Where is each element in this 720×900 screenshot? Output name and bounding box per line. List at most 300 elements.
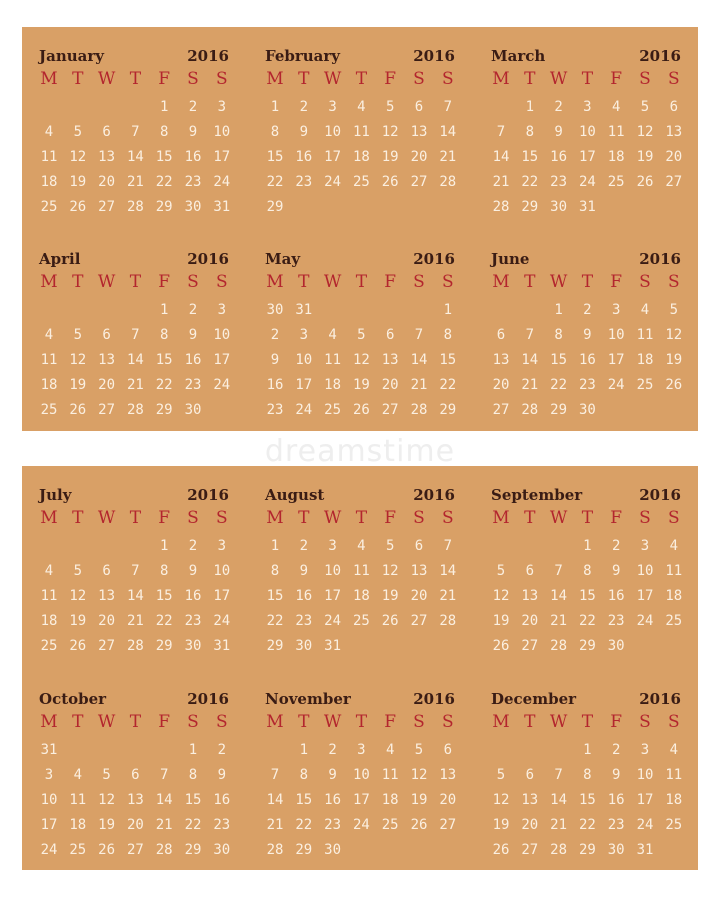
weekday-label: S [639,712,651,732]
month-year: 2016 [187,690,229,708]
month-year: 2016 [413,47,455,65]
day-number: 9 [270,352,280,368]
day-number: 3 [328,99,337,115]
day-number: 13 [98,588,116,604]
day-number: 17 [636,588,654,604]
weekday-label: S [667,69,680,89]
day-number: 10 [213,563,231,579]
weekday-label: F [610,272,623,292]
day-number: 9 [554,124,563,140]
day-number: 18 [69,817,87,833]
day-number: 5 [669,302,679,318]
day-number: 17 [40,817,58,833]
weekday-label: S [215,272,228,292]
day-number: 21 [550,817,568,833]
day-number: 20 [126,817,144,833]
day-number: 7 [554,767,563,783]
day-number: 3 [217,302,227,318]
day-number: 22 [266,174,284,190]
day-number: 27 [521,638,539,654]
day-number: 23 [213,817,231,833]
day-number: 20 [410,588,428,604]
weekday-label: T [298,712,310,732]
weekday-label: F [384,69,397,89]
day-number: 25 [69,842,87,858]
day-number: 22 [521,174,539,190]
day-number: 14 [439,124,457,140]
day-number: 4 [640,302,650,318]
day-number: 25 [352,174,370,190]
day-number: 3 [217,99,227,115]
day-number: 23 [266,402,284,418]
day-number: 13 [439,767,457,783]
day-number: 7 [525,327,535,343]
day-number: 12 [492,588,510,604]
day-number: 16 [578,352,596,368]
day-number: 17 [352,792,370,808]
month-header [39,250,229,272]
month-name: March [491,47,546,65]
day-number: 25 [636,377,654,393]
day-number: 30 [184,199,202,215]
day-number: 15 [266,149,284,165]
day-number: 11 [607,124,625,140]
weekday-label: M [40,69,58,89]
day-number: 16 [266,377,284,393]
day-number: 10 [636,563,654,579]
day-number: 12 [69,149,87,165]
day-number: 16 [295,588,313,604]
weekday-label: S [441,508,454,528]
day-number: 22 [295,817,313,833]
day-number: 23 [184,613,202,629]
day-number: 11 [352,563,370,579]
day-number: 28 [126,199,144,215]
day-number: 11 [636,327,654,343]
day-number: 13 [126,792,144,808]
day-number: 23 [607,817,625,833]
day-number: 19 [69,377,87,393]
weekday-label: W [549,712,568,732]
day-number: 21 [126,613,144,629]
weekday-label: S [413,508,425,528]
weekday-label: M [492,712,510,732]
day-number: 31 [295,302,313,318]
day-number: 4 [44,563,54,579]
day-number: 2 [188,538,198,554]
month-block-september [491,486,681,676]
month-header [491,690,681,712]
day-number: 8 [299,767,309,783]
day-number: 3 [44,767,54,783]
day-number: 9 [188,124,198,140]
day-number: 4 [44,327,54,343]
month-block-august [265,486,455,676]
day-number: 8 [159,327,169,343]
weekday-label: W [97,272,116,292]
day-number: 5 [385,99,395,115]
month-name: January [39,47,104,65]
day-number: 12 [381,124,399,140]
day-number: 4 [73,767,83,783]
day-number: 22 [439,377,457,393]
weekday-label: M [266,272,284,292]
day-number: 20 [521,613,539,629]
day-number: 26 [98,842,116,858]
month-year: 2016 [639,47,681,65]
day-number: 11 [324,352,342,368]
day-number: 12 [69,588,87,604]
day-number: 17 [324,588,342,604]
day-number: 28 [439,613,457,629]
weekday-label: M [492,69,510,89]
month-name: August [265,486,325,504]
weekday-label: T [72,272,84,292]
day-number: 30 [295,638,313,654]
day-number: 19 [352,377,370,393]
day-number: 4 [357,538,366,554]
weekday-label: W [549,508,568,528]
day-number: 25 [607,174,625,190]
weekday-label: T [524,712,536,732]
day-number: 6 [102,563,111,579]
day-number: 26 [636,174,654,190]
day-number: 14 [521,352,539,368]
day-number: 11 [69,792,87,808]
day-number: 13 [521,588,539,604]
day-number: 21 [521,377,539,393]
day-number: 15 [295,792,313,808]
day-number: 28 [550,638,568,654]
day-number: 13 [98,352,116,368]
day-number: 20 [98,174,116,190]
day-number: 14 [266,792,284,808]
day-number: 4 [669,742,679,758]
day-number: 17 [213,352,231,368]
day-number: 3 [583,99,592,115]
day-number: 13 [410,563,428,579]
day-number: 15 [578,588,596,604]
weekday-label: T [298,508,310,528]
weekday-label: T [355,508,368,528]
day-number: 21 [410,377,428,393]
day-number: 22 [184,817,202,833]
day-number: 23 [607,613,625,629]
day-number: 24 [578,174,596,190]
day-number: 19 [492,613,510,629]
day-number: 15 [266,588,284,604]
day-number: 11 [40,352,58,368]
day-number: 9 [188,327,198,343]
day-number: 7 [554,563,563,579]
month-name: December [491,690,577,708]
day-number: 14 [492,149,510,165]
day-number: 15 [155,588,173,604]
weekday-label: S [667,508,680,528]
day-number: 25 [40,638,58,654]
day-number: 9 [328,767,337,783]
day-number: 23 [324,817,342,833]
day-number: 21 [439,149,457,165]
day-number: 30 [607,638,625,654]
day-number: 26 [381,613,399,629]
day-number: 26 [69,199,87,215]
weekday-label: T [581,272,594,292]
day-number: 12 [352,352,370,368]
day-number: 24 [40,842,58,858]
day-number: 28 [410,402,428,418]
day-number: 27 [98,402,116,418]
day-number: 7 [270,767,280,783]
day-number: 28 [266,842,284,858]
day-number: 18 [40,174,58,190]
day-number: 29 [155,638,173,654]
day-number: 20 [665,149,683,165]
day-number: 29 [266,199,284,215]
day-number: 18 [352,588,370,604]
day-number: 7 [496,124,506,140]
day-number: 29 [295,842,313,858]
day-number: 16 [184,352,202,368]
day-number: 2 [188,99,198,115]
month-block-may [265,250,455,440]
day-number: 6 [414,538,424,554]
day-number: 2 [270,327,280,343]
month-block-march [491,47,681,237]
day-number: 2 [299,99,309,115]
weekday-label: S [215,712,228,732]
weekday-label: M [266,69,284,89]
month-year: 2016 [187,47,229,65]
day-number: 2 [611,742,621,758]
day-number: 13 [381,352,399,368]
day-number: 18 [636,352,654,368]
day-number: 13 [410,124,428,140]
day-number: 26 [410,817,428,833]
weekday-label: S [667,712,680,732]
day-number: 20 [381,377,399,393]
day-number: 16 [295,149,313,165]
day-number: 14 [550,588,568,604]
day-number: 23 [184,174,202,190]
weekday-label: S [413,712,425,732]
day-number: 29 [521,199,539,215]
day-number: 11 [665,767,683,783]
day-number: 22 [155,613,173,629]
month-header [491,486,681,508]
day-number: 30 [266,302,284,318]
weekday-label: S [667,272,680,292]
day-number: 10 [324,563,342,579]
day-number: 27 [381,402,399,418]
day-number: 4 [385,742,395,758]
day-number: 16 [184,588,202,604]
month-name: February [265,47,341,65]
day-number: 3 [611,302,621,318]
day-number: 1 [159,99,169,115]
weekday-label: S [187,508,199,528]
day-number: 10 [578,124,596,140]
month-header [39,690,229,712]
day-number: 19 [69,613,87,629]
month-header [491,250,681,272]
day-number: 24 [352,817,370,833]
day-number: 1 [583,742,592,758]
day-number: 9 [217,767,227,783]
weekday-label: F [384,508,397,528]
day-number: 15 [550,352,568,368]
weekday-label: T [72,508,84,528]
day-number: 23 [184,377,202,393]
day-number: 29 [550,402,568,418]
day-number: 2 [217,742,227,758]
day-number: 19 [381,149,399,165]
weekday-label: S [187,712,199,732]
weekday-label: S [639,69,651,89]
weekday-label: S [413,272,425,292]
day-number: 24 [213,613,231,629]
day-number: 14 [410,352,428,368]
day-number: 14 [439,563,457,579]
weekday-label: S [639,272,651,292]
day-number: 19 [665,352,683,368]
day-number: 30 [550,199,568,215]
day-number: 3 [357,742,366,758]
day-number: 12 [636,124,654,140]
day-number: 5 [357,327,366,343]
day-number: 16 [607,588,625,604]
weekday-label: W [97,69,116,89]
weekday-label: T [524,508,536,528]
day-number: 25 [665,613,683,629]
day-number: 25 [352,613,370,629]
day-number: 14 [126,588,144,604]
day-number: 1 [525,99,535,115]
month-year: 2016 [413,250,455,268]
day-number: 9 [299,124,309,140]
day-number: 8 [270,124,280,140]
day-number: 7 [131,563,140,579]
day-number: 15 [155,352,173,368]
day-number: 31 [40,742,58,758]
day-number: 27 [98,199,116,215]
day-number: 14 [126,352,144,368]
day-number: 24 [324,613,342,629]
day-number: 23 [550,174,568,190]
day-number: 25 [40,402,58,418]
day-number: 16 [324,792,342,808]
day-number: 12 [69,352,87,368]
day-number: 3 [640,538,650,554]
day-number: 27 [665,174,683,190]
day-number: 8 [188,767,198,783]
weekday-label: W [323,508,342,528]
day-number: 13 [492,352,510,368]
day-number: 4 [611,99,621,115]
day-number: 24 [324,174,342,190]
day-number: 2 [188,302,198,318]
day-number: 1 [159,538,169,554]
day-number: 29 [155,402,173,418]
day-number: 30 [578,402,596,418]
day-number: 21 [550,613,568,629]
day-number: 17 [324,149,342,165]
weekday-label: F [610,712,623,732]
day-number: 7 [131,327,140,343]
day-number: 14 [550,792,568,808]
month-header [265,486,455,508]
day-number: 20 [98,613,116,629]
day-number: 30 [213,842,231,858]
day-number: 10 [636,767,654,783]
month-year: 2016 [413,486,455,504]
day-number: 10 [295,352,313,368]
day-number: 5 [73,563,83,579]
weekday-label: W [323,712,342,732]
weekday-label: T [129,69,142,89]
day-number: 24 [213,174,231,190]
day-number: 15 [521,149,539,165]
day-number: 8 [159,563,169,579]
day-number: 25 [381,817,399,833]
day-number: 2 [554,99,563,115]
day-number: 31 [213,638,231,654]
day-number: 1 [188,742,198,758]
day-number: 18 [324,377,342,393]
weekday-label: T [298,272,310,292]
day-number: 21 [155,817,173,833]
month-year: 2016 [639,486,681,504]
day-number: 20 [410,149,428,165]
weekday-label: W [549,272,568,292]
weekday-label: S [413,69,425,89]
day-number: 10 [213,124,231,140]
day-number: 27 [521,842,539,858]
day-number: 17 [607,352,625,368]
day-number: 21 [126,377,144,393]
day-number: 1 [270,538,280,554]
month-year: 2016 [639,690,681,708]
weekday-label: S [441,272,454,292]
day-number: 18 [665,792,683,808]
day-number: 24 [636,613,654,629]
weekday-label: W [97,712,116,732]
day-number: 6 [102,124,111,140]
weekday-label: M [266,712,284,732]
day-number: 28 [550,842,568,858]
day-number: 8 [583,767,592,783]
day-number: 5 [385,538,395,554]
day-number: 25 [324,402,342,418]
day-number: 24 [607,377,625,393]
day-number: 17 [295,377,313,393]
day-number: 6 [102,327,111,343]
day-number: 30 [184,638,202,654]
day-number: 20 [492,377,510,393]
day-number: 21 [439,588,457,604]
day-number: 16 [184,149,202,165]
month-block-february [265,47,455,237]
day-number: 12 [410,767,428,783]
day-number: 7 [131,124,140,140]
day-number: 6 [385,327,395,343]
weekday-label: F [610,69,623,89]
day-number: 8 [270,563,280,579]
day-number: 25 [40,199,58,215]
day-number: 16 [550,149,568,165]
day-number: 22 [155,174,173,190]
day-number: 17 [636,792,654,808]
